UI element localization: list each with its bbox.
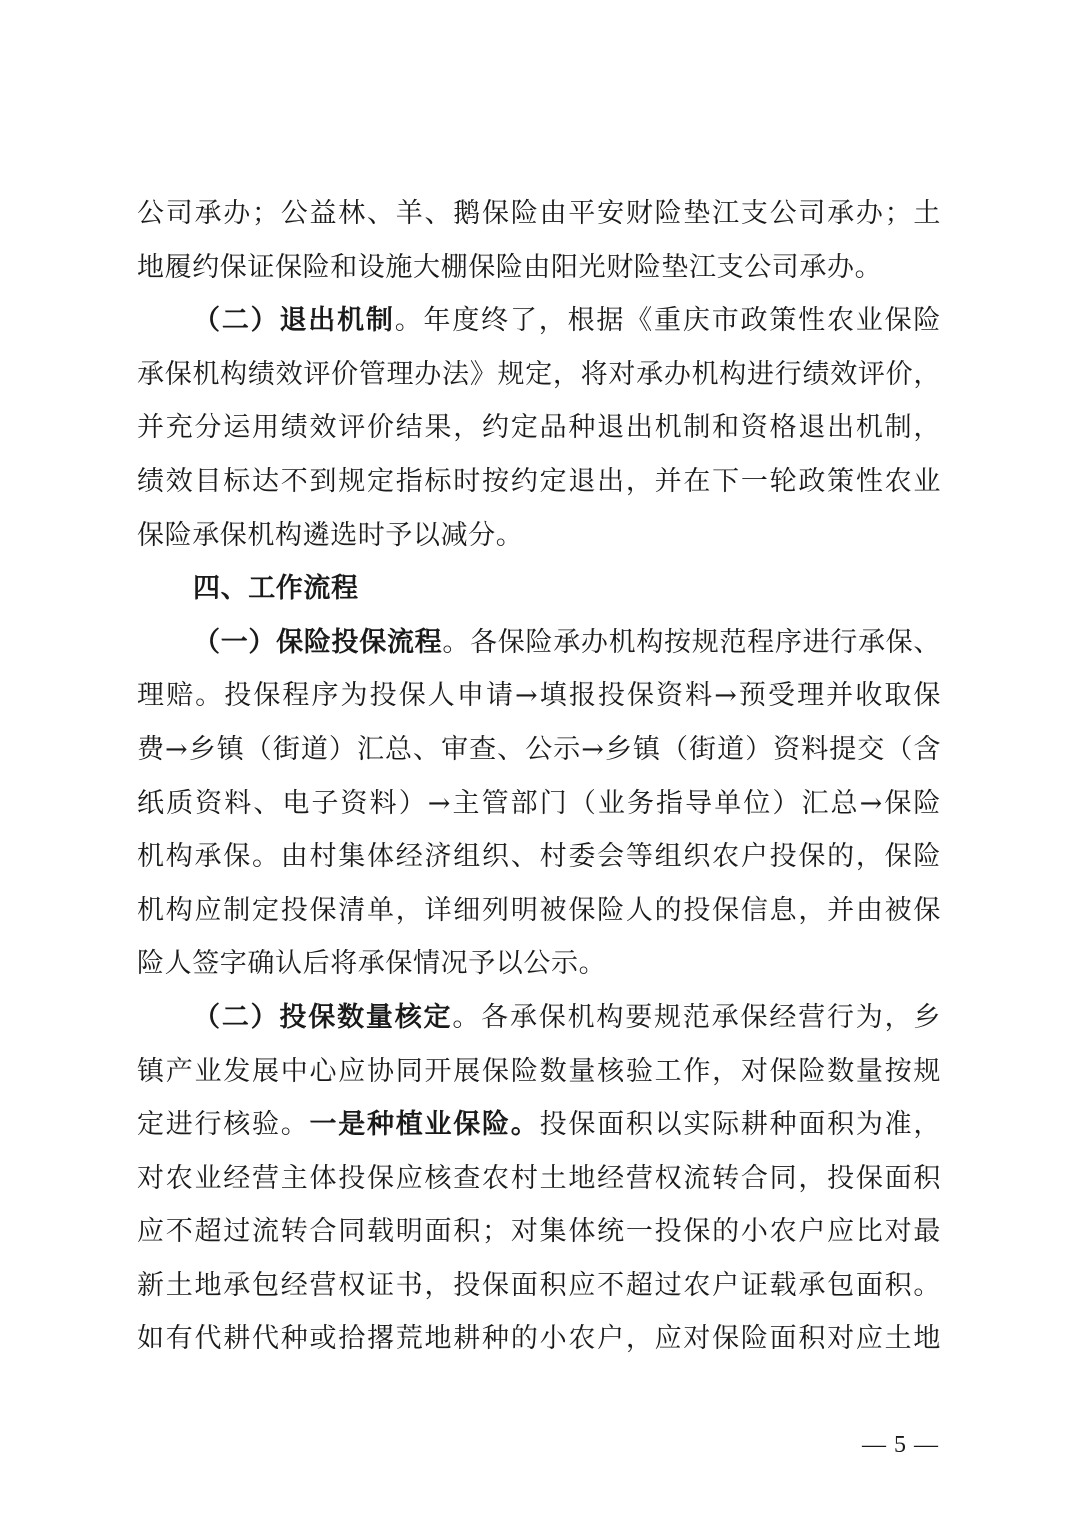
text-line — [137, 455, 941, 509]
text-line — [137, 616, 941, 670]
body-text: 投保面积以实际耕种面积为准， — [539, 1109, 941, 1141]
body-text: 。各承保机构要规范承保经营行为，乡 — [452, 1001, 941, 1033]
body-text: 公司承办；公益林、羊、鹅保险由平安财险垫江支公司承办；土 — [137, 198, 941, 229]
body-text: 险人签字确认后将承保情况予以公示。 — [137, 948, 607, 980]
text-line — [137, 777, 941, 831]
body-text: 承保机构绩效评价管理办法》规定，将对承办机构进行绩效评价， — [137, 358, 941, 390]
bold-heading-text: （一）保险投保流程 — [193, 626, 443, 658]
body-text: 如有代耕代种或拾撂荒地耕种的小农户，应对保险面积对应土地 — [137, 1323, 941, 1355]
text-line — [137, 348, 941, 402]
body-text: 保险承保机构遴选时予以减分。 — [137, 519, 524, 551]
bold-heading-text: （二）投保数量核定 — [193, 1001, 453, 1033]
text-line — [137, 401, 941, 455]
text-line — [137, 1205, 941, 1259]
body-text: 应不超过流转合同载明面积；对集体统一投保的小农户应比对最 — [137, 1216, 941, 1248]
bold-heading-text: 四、工作流程 — [193, 573, 359, 605]
text-line — [137, 937, 941, 991]
body-text: 定进行核验。 — [137, 1109, 310, 1141]
body-text: 机构承保。由村集体经济组织、村委会等组织农户投保的，保险 — [137, 841, 941, 873]
body-text: 地履约保证保险和设施大棚保险由阳光财险垫江支公司承办。 — [137, 251, 883, 283]
text-line — [137, 1259, 941, 1313]
text-line — [137, 187, 941, 241]
text-line — [137, 669, 941, 723]
body-text: 。各保险承办机构按规范程序进行承保、 — [442, 626, 941, 658]
text-line — [137, 509, 941, 563]
body-text: 绩效目标达不到规定指标时按约定退出，并在下一轮政策性农业 — [137, 465, 941, 497]
body-text: 新土地承包经营权证书，投保面积应不超过农户证载承包面积。 — [137, 1269, 941, 1301]
body-text: 镇产业发展中心应协同开展保险数量核验工作，对保险数量按规 — [137, 1055, 941, 1087]
body-text: 机构应制定投保清单，详细列明被保险人的投保信息，并由被保 — [137, 894, 941, 926]
body-text: 费→乡镇（街道）汇总、审查、公示→乡镇（街道）资料提交（含 — [137, 733, 941, 765]
body-text: 。年度终了，根据《重庆市政策性农业保险 — [394, 305, 941, 337]
text-line — [137, 1098, 941, 1152]
text-line — [137, 1152, 941, 1206]
text-line — [137, 1045, 941, 1099]
body-text: 理赔。投保程序为投保人申请→填报投保资料→预受理并收取保 — [137, 680, 941, 712]
text-line — [137, 830, 941, 884]
text-line — [137, 991, 941, 1045]
text-line — [137, 294, 941, 348]
text-line — [137, 723, 941, 777]
body-text: 对农业经营主体投保应核查农村土地经营权流转合同，投保面积 — [137, 1162, 941, 1194]
text-line — [137, 241, 941, 295]
text-line — [137, 562, 941, 616]
bold-heading-text: 一是种植业保险。 — [309, 1109, 540, 1141]
body-text: 并充分运用绩效评价结果，约定品种退出机制和资格退出机制， — [137, 412, 941, 444]
page-number: — 5 — — [862, 1432, 939, 1458]
document-body — [137, 187, 941, 1366]
text-line — [137, 884, 941, 938]
bold-heading-text: （二）退出机制 — [193, 305, 395, 337]
text-line — [137, 1312, 941, 1366]
body-text: 纸质资料、电子资料）→主管部门（业务指导单位）汇总→保险 — [137, 787, 941, 819]
